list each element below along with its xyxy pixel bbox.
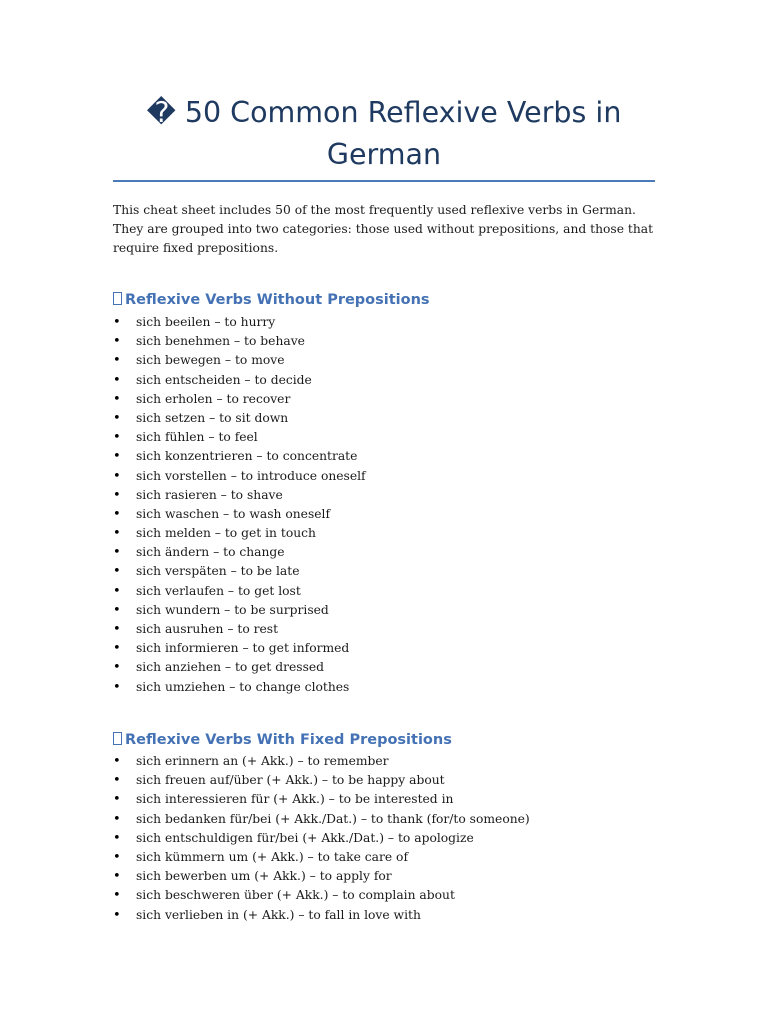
list-item-text: sich entschuldigen für/bei (+ Akk./Dat.) – to apologize	[136, 830, 474, 845]
bullet-icon: •	[113, 315, 121, 330]
bullet-icon: •	[113, 907, 121, 923]
list-item-text: sich entscheiden – to decide	[136, 372, 312, 387]
bullet-icon: •	[113, 679, 121, 695]
list-item	[113, 582, 673, 601]
bullet-icon: •	[113, 849, 121, 865]
list-item	[113, 351, 673, 370]
bullet-icon: •	[113, 506, 121, 522]
list-item-text: sich kümmern um (+ Akk.) – to take care of	[136, 849, 408, 864]
bullet-icon: •	[113, 487, 121, 503]
list-item-text: sich wundern – to be surprised	[136, 602, 329, 617]
bullet-icon: •	[113, 641, 121, 657]
section-heading-without-prepositions	[113, 290, 430, 310]
bullet-icon: •	[113, 888, 121, 904]
bullet-icon: •	[113, 773, 121, 789]
bullet-icon: •	[113, 602, 121, 618]
list-item	[113, 790, 673, 809]
list-item-text: sich waschen – to wash oneself	[136, 506, 331, 521]
list-item	[113, 867, 673, 886]
bullet-icon: •	[113, 869, 121, 885]
bullet-icon: •	[113, 353, 121, 369]
intro-paragraph: This cheat sheet includes 50 of the most frequently used reflexive verbs in German. They are grouped into two categories: those used without prepositions, and those that require fixed prepositions.	[113, 203, 654, 255]
list-item-text: sich beeilen – to hurry	[136, 315, 276, 329]
list-item-text: sich bedanken für/bei (+ Akk./Dat.) – to thank (for/to someone)	[136, 811, 530, 826]
list-item-text: sich vorstellen – to introduce oneself	[136, 468, 366, 483]
list-item	[113, 332, 673, 351]
list-item-text: sich freuen auf/über (+ Akk.) – to be happy about	[136, 773, 445, 788]
list-item-text: sich ausruhen – to rest	[136, 622, 279, 636]
missing-glyph-icon	[113, 732, 122, 745]
list-item	[113, 447, 673, 466]
list-item-text: sich anziehen – to get dressed	[136, 660, 325, 675]
list-item-text: sich ändern – to change	[136, 545, 285, 560]
list-item	[113, 752, 673, 771]
bullet-icon: •	[113, 811, 121, 827]
page-title: � 50 Common Reflexive Verbs in German	[146, 96, 622, 171]
list-item	[113, 848, 673, 867]
list-item-text: sich informieren – to get informed	[136, 641, 350, 656]
list-item	[113, 409, 673, 428]
list-item	[113, 505, 673, 524]
bullet-icon: •	[113, 564, 121, 580]
list-item	[113, 906, 673, 925]
missing-glyph-icon	[113, 292, 122, 305]
list-item	[113, 486, 673, 505]
list-item-text: sich erinnern an (+ Akk.) – to remember	[136, 754, 389, 768]
list-item-text: sich verlieben in (+ Akk.) – to fall in love with	[136, 907, 421, 922]
list-item-text: sich rasieren – to shave	[136, 487, 283, 502]
bullet-icon: •	[113, 410, 121, 426]
list-item-text: sich verlaufen – to get lost	[136, 583, 301, 598]
list-item	[113, 390, 673, 409]
list-item	[113, 658, 673, 677]
list-item	[113, 829, 673, 848]
bullet-icon: •	[113, 449, 121, 465]
bullet-icon: •	[113, 830, 121, 846]
list-item	[113, 313, 673, 332]
list-item-text: sich umziehen – to change clothes	[136, 679, 350, 694]
bullet-icon: •	[113, 754, 121, 769]
bullet-icon: •	[113, 583, 121, 599]
list-item	[113, 371, 673, 390]
section-heading-with-fixed-prepositions	[113, 730, 452, 750]
list-item-text: sich melden – to get in touch	[136, 526, 316, 541]
list-item-text: sich bewegen – to move	[136, 353, 285, 368]
section-heading-label: Reflexive Verbs With Fixed Prepositions	[125, 732, 452, 748]
list-item-text: sich bewerben um (+ Akk.) – to apply for	[136, 869, 392, 884]
list-item	[113, 467, 673, 486]
bullet-icon: •	[113, 526, 121, 542]
bullet-icon: •	[113, 622, 121, 637]
title-underline-divider	[113, 180, 655, 182]
section-heading-label: Reflexive Verbs Without Prepositions	[125, 292, 430, 308]
list-item	[113, 810, 673, 829]
list-item-text: sich setzen – to sit down	[136, 410, 289, 425]
list-item-text: sich beschweren über (+ Akk.) – to complain about	[136, 888, 455, 903]
list-item	[113, 562, 673, 581]
bullet-icon: •	[113, 391, 121, 407]
list-item-text: sich verspäten – to be late	[136, 564, 300, 579]
list-item	[113, 428, 673, 447]
bullet-icon: •	[113, 545, 121, 561]
list-item-text: sich interessieren für (+ Akk.) – to be interested in	[136, 792, 454, 807]
bullet-icon: •	[113, 334, 121, 350]
list-item-text: sich fühlen – to feel	[136, 430, 258, 445]
verb-list-without-prepositions	[113, 313, 673, 697]
list-item	[113, 601, 673, 620]
list-item-text: sich benehmen – to behave	[136, 334, 305, 349]
bullet-icon: •	[113, 372, 121, 388]
list-item	[113, 524, 673, 543]
list-item	[113, 886, 673, 905]
list-item-text: sich erholen – to recover	[136, 391, 291, 406]
bullet-icon: •	[113, 660, 121, 676]
list-item	[113, 639, 673, 658]
bullet-icon: •	[113, 430, 121, 446]
verb-list-with-fixed-prepositions	[113, 752, 673, 925]
list-item	[113, 678, 673, 697]
bullet-icon: •	[113, 468, 121, 484]
list-item	[113, 771, 673, 790]
list-item	[113, 543, 673, 562]
bullet-icon: •	[113, 792, 121, 808]
list-item	[113, 620, 673, 639]
list-item-text: sich konzentrieren – to concentrate	[136, 449, 358, 464]
